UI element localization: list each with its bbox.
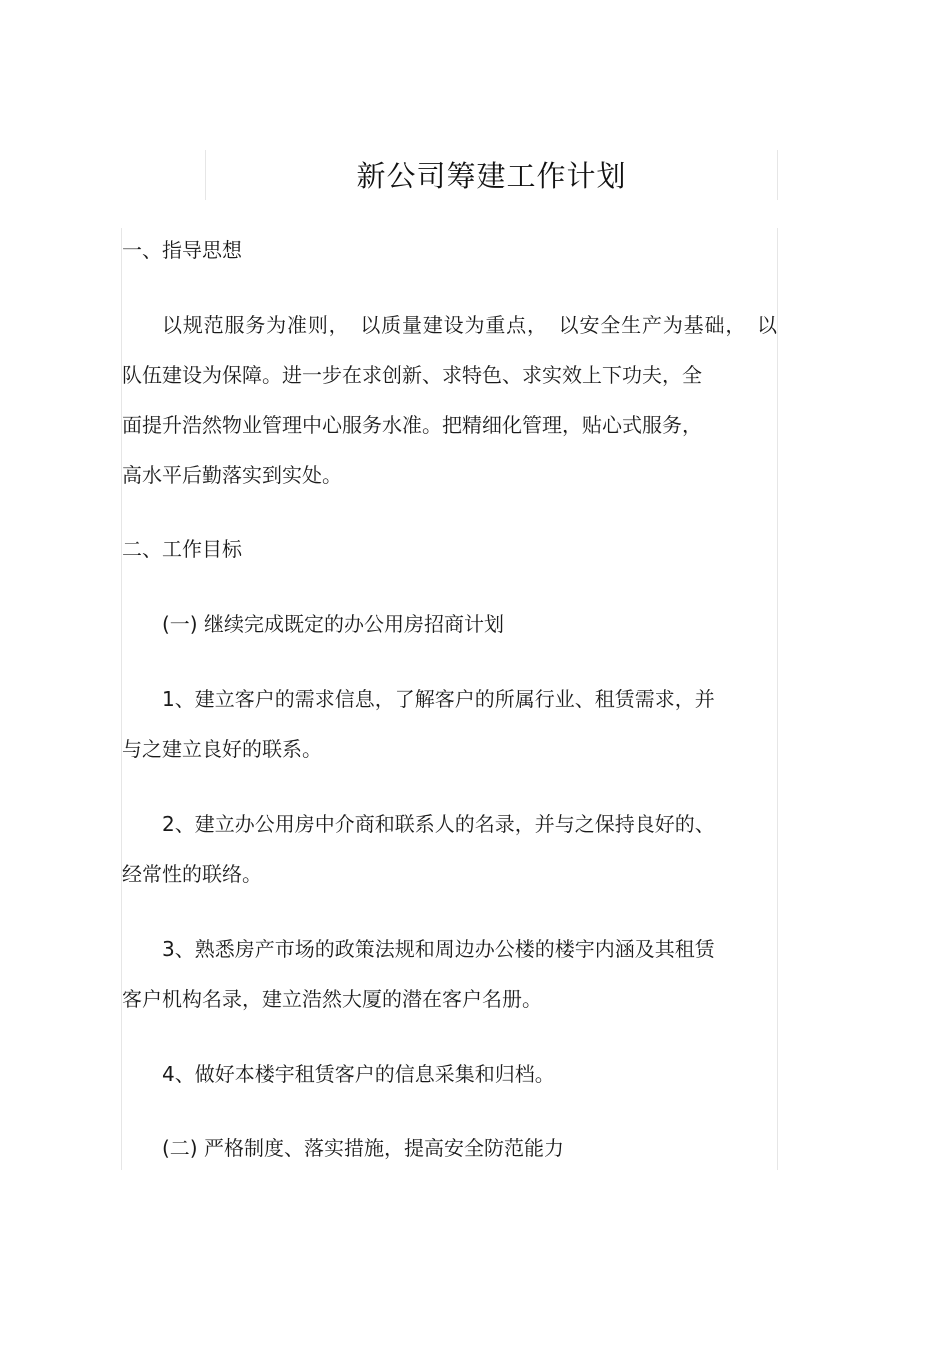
list-item-line: 2、建立办公用房中介商和联系人的名录，并与之保持良好的、 xyxy=(162,812,715,836)
section-heading: 二、工作目标 xyxy=(122,537,242,561)
paragraph-line: 队伍建设为保障。进一步在求创新、求特色、求实效上下功夫，全 xyxy=(122,363,702,387)
subsection-heading: (一) 继续完成既定的办公用房招商计划 xyxy=(162,612,504,636)
paragraph-line: 面提升浩然物业管理中心服务水准。把精细化管理，贴心式服务， xyxy=(122,413,702,437)
margin-guide-right-body xyxy=(777,228,778,1170)
paragraph-line: 高水平后勤落实到实处。 xyxy=(122,463,342,487)
section-heading: 一、指导思想 xyxy=(122,238,242,262)
list-item-line: 经常性的联络。 xyxy=(122,862,262,886)
subsection-heading: (二) 严格制度、落实措施，提高安全防范能力 xyxy=(162,1136,564,1160)
list-item-line: 1、建立客户的需求信息，了解客户的所属行业、租赁需求，并 xyxy=(162,687,715,711)
page-title: 新公司筹建工作计划 xyxy=(356,159,627,193)
list-item-line: 与之建立良好的联系。 xyxy=(122,737,322,761)
paragraph-line: 以规范服务为准则， 以质量建设为重点， 以安全生产为基础， 以 xyxy=(162,313,777,337)
list-item-line: 客户机构名录，建立浩然大厦的潜在客户名册。 xyxy=(122,987,542,1011)
list-item-line: 3、熟悉房产市场的政策法规和周边办公楼的楼宇内涵及其租赁 xyxy=(162,937,715,961)
list-item-line: 4、做好本楼宇租赁客户的信息采集和归档。 xyxy=(162,1062,555,1086)
